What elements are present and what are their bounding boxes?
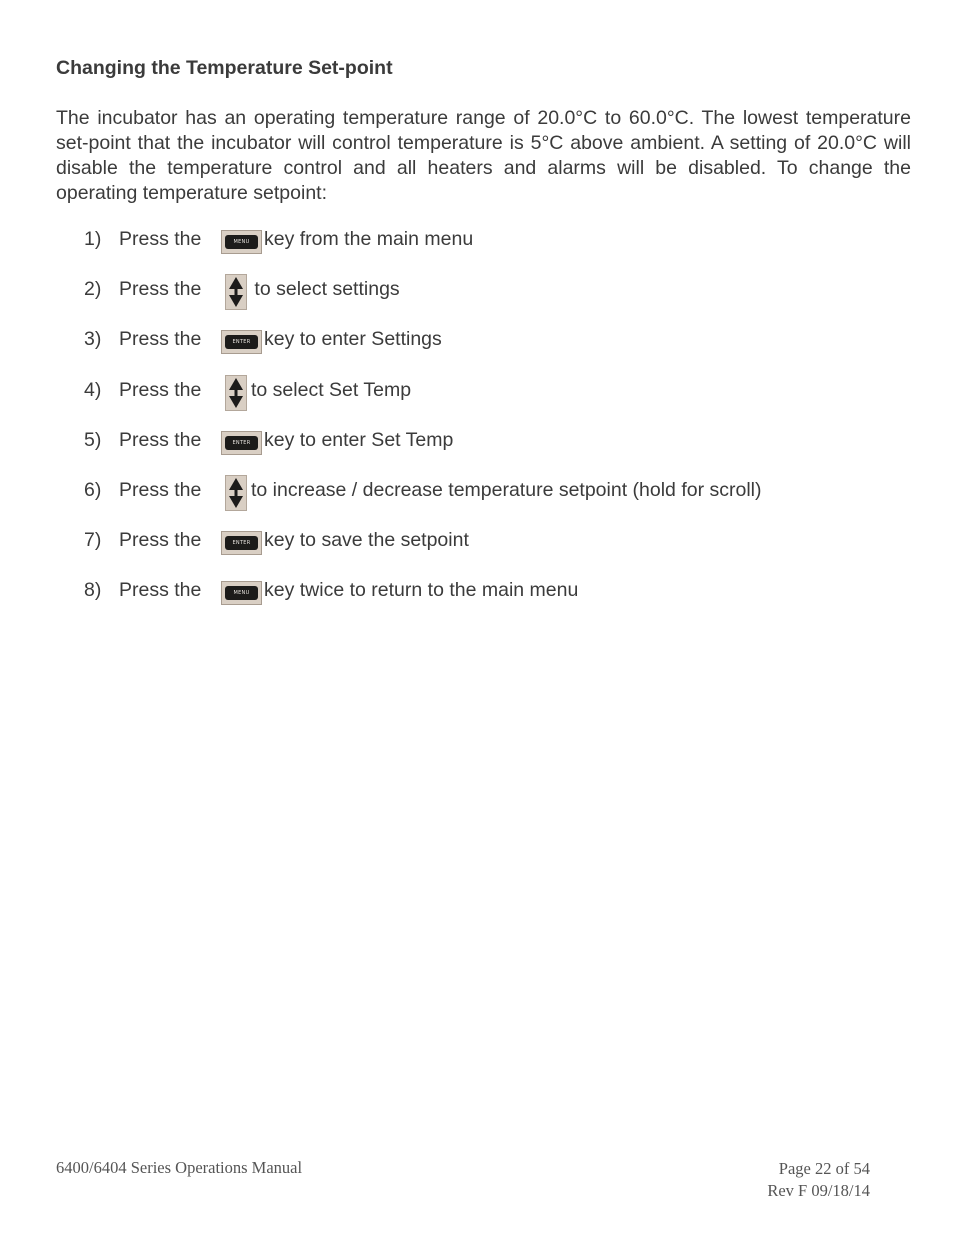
step-text: key to save the setpoint xyxy=(264,529,469,552)
section-heading: Changing the Temperature Set-point xyxy=(56,57,393,79)
step-prefix: Press the xyxy=(119,579,202,602)
step-text: key twice to return to the main menu xyxy=(264,579,579,602)
step-number: 8) xyxy=(84,579,102,602)
step-prefix: Press the xyxy=(119,478,202,501)
step-prefix: Press the xyxy=(119,378,202,401)
step-prefix: Press the xyxy=(119,278,202,301)
step-prefix: Press the xyxy=(119,428,202,451)
step-prefix: Press the xyxy=(119,328,202,351)
step-number: 2) xyxy=(84,278,102,301)
menu-key-label: MENU xyxy=(225,235,258,249)
menu-key-icon xyxy=(221,228,262,254)
step-text: to select Set Temp xyxy=(251,378,412,401)
step-item xyxy=(84,278,762,328)
step-number: 3) xyxy=(84,328,102,351)
step-text: key to enter Settings xyxy=(264,328,442,351)
enter-key-icon xyxy=(221,529,262,555)
footer-revision: Rev F 09/18/14 xyxy=(767,1181,870,1200)
step-item xyxy=(84,479,762,529)
intro-paragraph: The incubator has an operating temperature range of 20.0°C to 60.0°C. The lowest temperature set-point that the incubator will control temperature is 5°C above ambient. A setting of 20.0°C will disable the temperature control and all heaters and alarms will be disabled. To change the operating temperature setpoint: xyxy=(56,107,911,204)
step-prefix: Press the xyxy=(119,529,202,552)
enter-key-icon xyxy=(221,429,262,455)
step-item xyxy=(84,579,762,629)
enter-key-label: ENTER xyxy=(225,436,258,450)
step-prefix: Press the xyxy=(119,228,202,250)
step-item xyxy=(84,429,762,479)
menu-key-label: MENU xyxy=(225,586,258,600)
step-number: 4) xyxy=(84,378,102,401)
up-down-arrow-icon xyxy=(225,278,247,310)
step-text: to select settings xyxy=(249,278,400,301)
enter-key-label: ENTER xyxy=(225,536,258,550)
step-text: to increase / decrease temperature setpoint (hold for scroll) xyxy=(251,478,762,501)
step-item xyxy=(84,529,762,579)
step-number: 5) xyxy=(84,428,102,451)
step-text: key from the main menu xyxy=(264,228,474,250)
step-number: 6) xyxy=(84,478,102,501)
up-down-arrow-icon xyxy=(225,479,247,511)
step-item xyxy=(84,228,762,278)
step-number: 7) xyxy=(84,529,102,552)
up-down-arrow-icon xyxy=(225,379,247,411)
step-text: key to enter Set Temp xyxy=(264,428,454,451)
menu-key-icon xyxy=(221,579,262,605)
step-number: 1) xyxy=(84,228,102,250)
footer-page-number: Page 22 of 54 xyxy=(778,1159,870,1178)
enter-key-label: ENTER xyxy=(225,335,258,349)
step-item xyxy=(84,379,762,429)
step-item xyxy=(84,328,762,378)
enter-key-icon xyxy=(221,328,262,354)
footer-manual-title: 6400/6404 Series Operations Manual xyxy=(56,1158,303,1177)
steps-list xyxy=(84,228,762,630)
footer-page-info xyxy=(767,1158,870,1202)
